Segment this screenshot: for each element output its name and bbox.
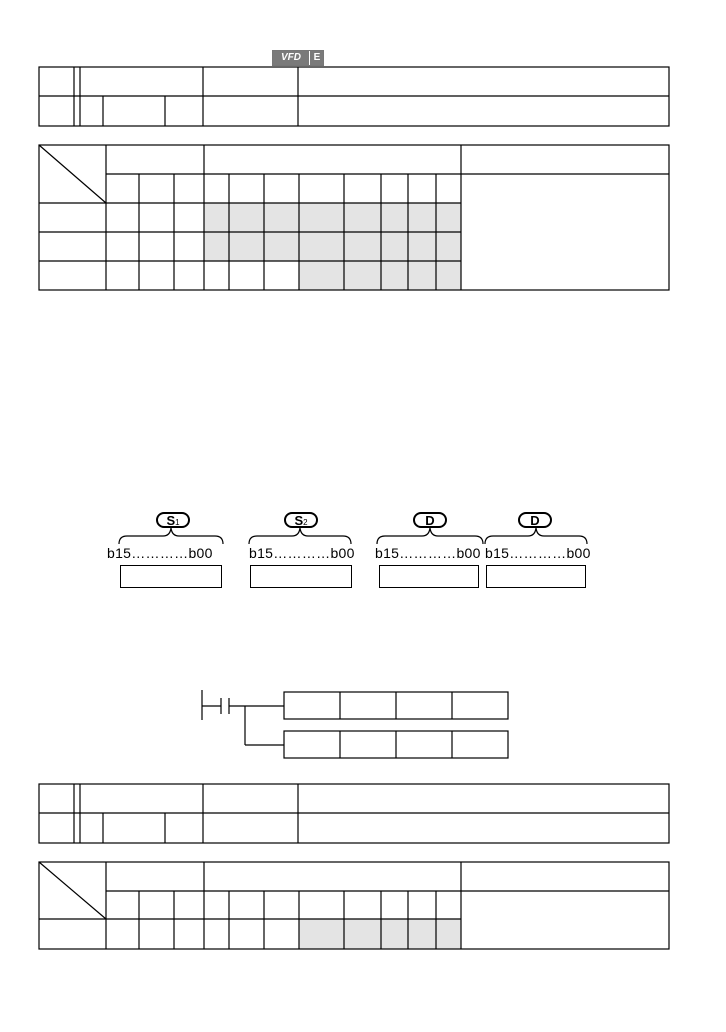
operand-s2-label-index: 2 [303, 518, 308, 527]
register-box-d2 [486, 565, 586, 588]
bit-range-label-d1: b15…………b00 [375, 545, 481, 561]
register-box-d1 [379, 565, 479, 588]
register-box-s1 [120, 565, 222, 588]
register-box-s2 [250, 565, 352, 588]
operand-d2-oval [518, 512, 552, 528]
operand-d1-oval [413, 512, 447, 528]
operand-d1-label: D [425, 513, 435, 528]
bit-range-label-s1: b15…………b00 [107, 545, 213, 561]
braces [119, 528, 587, 544]
table-lines [39, 67, 669, 949]
operand-s2-oval [284, 512, 318, 528]
bit-range-label-d2: b15…………b00 [485, 545, 591, 561]
bit-range-label-s2: b15…………b00 [249, 545, 355, 561]
operand-d2-label: D [530, 513, 540, 528]
operand-s1-label: S1 [166, 513, 180, 528]
operand-s1-label-index: 1 [175, 518, 180, 527]
operand-s2-label: S2 [294, 513, 308, 528]
logo-text: VFD [273, 51, 309, 65]
operand-s1-oval [156, 512, 190, 528]
logo-suffix: E [310, 51, 324, 65]
